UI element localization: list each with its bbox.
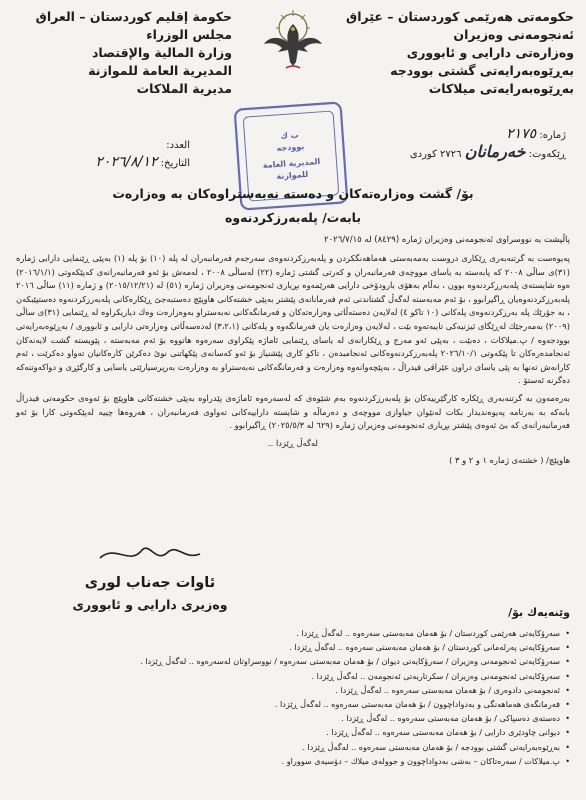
stamp-text: المديرية العامة bbox=[262, 156, 321, 170]
list-item: •ئەنجومەنی دادوەری / بۆ هەمان مەبەستی سەرەوە .. لەگەڵ ڕێزدا . bbox=[335, 684, 570, 695]
letterhead-line: المديرية العامة للموازنة bbox=[88, 63, 232, 78]
letterhead-line: وەزارەتی دارایی و ئابووری bbox=[406, 45, 574, 60]
list-item: •سەرۆكایەتی پەرلەمانی كوردستان / بۆ هەمان مەبەستی سەرەوە .. لەگەڵ ڕێزدا . bbox=[289, 642, 570, 653]
cc-list bbox=[140, 626, 570, 768]
letterhead-line: مديرية الملاكات bbox=[136, 81, 232, 96]
body-paragraph: پەیوەست بە گرتنەبەری ڕێكاری دروست بەمەبەستی هەماهەنگكردن و پلەبەرزكردنەوەی سەرجەم فەرمانبەران لە پلە (١٠) بۆ پلە (١) بەپێی ڕێنمایی دارایی ژمارە (٣١)ی ساڵی ٢٠٠٨ كە پابەستە بە یاسای مووچەی فەرمانبەران و كەرتی گشتی ژمارە (٢٢) لەساڵی ٢٠٠٨ ، لەمەش بۆ ئەو فەرمانبەرانەی كەپێكەوتی (٢٠١٦/١/١) ەوە شایستەی پلەبەرزكردنەوە بوون ، بەڵام بەهۆی بارودۆخی دارایی هەرێمەوە بڕیاری ئەنجومەنی وەزیران ژمارە (٥١) لە (٢٠١٥/١٢/٢١) و ژمارە (١١) ساڵی ٢٠١٦ پلەبەرزكردنەوەیان ڕاگیرابوو ، بۆ ئەم مەبەستە لەگەڵ گشتاندنی ئەم فەرمانانەی پێشتر بەپێی خشتەكانی هاوپێچ دەستبەجێ ڕێكارەكانی پلەبەرزكردنەوە دەستپێبكەن ، بە جۆرێك پلە بەرزكردنەوەی پلەكانی (١٠ تاكو ٤) لەلایەن دەستەڵاتی وەزارەتەكان و فەرمانگەكانی نەبەستراو بەوەزارەت وەك دیاریكراوە لە ڕێنمایی (٣١)ی ساڵی (٢٠٠٩) بەمەرجێك لەڕێگای ئیزنیەكی تایبەتەوە بێت ، لەلایەن وەزارەت یان فەرمانگەوە و پلەكانی (٣،٢،١) لەدەسەڵاتی وەزارەتی دارایی و ئابووری / بەڕێوەبەرایەتی بوودجەوە / پ.میلاكات ، دەبێت ، بەپێی ئەو مەرج و ڕێكارانەی لە یاسای ڕێنمایی ئاماژە پێكراوی سەرەوە هاتووە بۆ ئەم مەبەستە ، پێویستە گشت لایەنەكان ئەنجامدەرەكان تا پێكەوتی ٢٠٢٦/١٠/١ پلەبەرزكردنەوەكانی ئەنجامبدەن ، تاكو كاری پێشنیاز بۆ ئەو كەسانەی پێكهاتنی نوێ دەكرێن كارەكانیان تەواو دەكرێت ، ئەم كارانەش تەنها بە پێی یاسای دراون عێراقی فیدراڵ ، بەپێچەوانەوە وەزارەت و فەرمانگەكانی نەبەستراو بە وەزارەت بەرپرسیارێتی یاسایی و كارگێڕی و دواكەوتنەكە دەگرنە ئەستۆ . bbox=[16, 253, 570, 386]
list-item: •فەرمانگەی هەماهەنگی و بەدواداچوون / بۆ هەمان مەبەستی سەرەوە .. لەگەڵ ڕێزدا . bbox=[274, 699, 570, 710]
letterhead-line: مجلس الوزراء bbox=[146, 27, 232, 42]
date-rest: ٢٧٢٦ كوردی bbox=[409, 149, 462, 160]
stamp-text: للموازنة bbox=[276, 169, 309, 182]
closing-line: لەگەڵ ڕێزدا .. bbox=[268, 437, 318, 448]
ar-date-label: التاريخ: bbox=[160, 158, 190, 169]
list-item: •سەرۆكایەتی ئەنجومەنی وەزیران / سكرتاریەتی ئەنجومەن .. لەگەڵ ڕێزدا . bbox=[311, 670, 570, 681]
list-item: •دەستەی دەسپاكی / بۆ هەمان مەبەستی سەرەوە .. لەگەڵ ڕێزدا . bbox=[341, 713, 570, 724]
kurdistan-eagle-emblem-icon bbox=[258, 6, 328, 76]
list-item: •دیوانی چاودێری دارایی / بۆ هەمان مەبەستی سەرەوە .. لەگەڵ ڕێزدا . bbox=[326, 727, 570, 738]
addressee-line: بۆ/ گشت وەزارەتەكان و دەستە نەبەستراوەكان بە وەزارەت bbox=[112, 186, 474, 201]
list-item: •بەڕێوەبەرایەتی گشتی بوودجە / بۆ هەمان مەبەستی سەرەوە .. لەگەڵ ڕێزدا . bbox=[302, 741, 570, 752]
letterhead-line: حكومة إقليم كوردستان – العراق bbox=[35, 9, 232, 24]
letterhead-line: ئەنجومەنی وەزیران bbox=[453, 27, 574, 42]
list-item: •سەرۆكایەتی هەرێمی كوردستان / بۆ هەمان مەبەستی سەرەوە .. لەگەڵ ڕێزدا . bbox=[296, 628, 570, 638]
reference-line: پاڵپشت بە نووسراوی ئەنجومەنی وەزیران ژمارە (٨٤٢٩) لە ٢٠٢٦/٧/١٥ bbox=[324, 235, 570, 245]
attachment-line: هاوپێچ/ ( خشتەی ژمارە ١ و ٢ و ٣ ) bbox=[449, 455, 570, 466]
stamp-text: بوودجه bbox=[276, 142, 305, 153]
list-item: •پ.میلاكات / سەرەتاكان – بەشی بەدواداچوون و جوولەی میلاك – دۆسیەی سووراو . bbox=[281, 755, 570, 766]
letterhead-line: حكومەتی هەرێمی كوردستان – عێراق bbox=[346, 9, 574, 24]
letter-body bbox=[16, 252, 570, 472]
list-item: •سەرۆكایەتی ئەنجومەنی وەزیران / سەرۆكایەتی دیوان / بۆ هەمان مەبەستی سەرەوە / نووسراوتان لەسەرەوە .. لەگەڵ ڕێزدا . bbox=[140, 656, 570, 667]
number-label: ژمارە: bbox=[539, 130, 566, 141]
signatory-name: ئاوات جەناب لوری bbox=[84, 575, 216, 591]
number-value: ٢١٧٥ bbox=[506, 126, 537, 142]
ar-number-label: العدد: bbox=[166, 140, 190, 151]
handwritten-signature bbox=[60, 540, 240, 568]
signature-block bbox=[60, 540, 240, 616]
body-paragraph: بەرەمەون بە گرتنەبەری ڕێكارە كارگێرییەكان بۆ پلەبەرزكردنەوە بەم شێوەی كە لەسەرەوە ئاماژەی پێدراوە بەپێی خشتەكانی هاوپێچ بۆ ئەوەی حكومەتی فیدراڵ بابەكە بە بەرنامە پەیوەندیدار بكات لەنێوان جیاوازی مووچەی و دەرماڵە و شایستە داراییەكانی تەواوی فەرمانبەران ، هەروەها چییە لەپێكەوتی كارا بۆ ئەو فەرمانبەرانەی كە بێ ئەوەی پێشتر بڕیاری ئەنجومەنی وەزیران ژمارە (٦٢٩ لە ٢٠٢٥/٥/٣) ڕاگیرابوو . bbox=[16, 392, 570, 431]
subject-line: بابەت/ پلەبەرزكردنەوە bbox=[224, 210, 362, 225]
ar-date-value: ٢٠٢٦/٨/١٢ bbox=[95, 154, 158, 170]
arabic-reference-block bbox=[30, 138, 190, 172]
letterhead-line: بەڕێوەبەرایەتی گشتی بوودجە bbox=[390, 63, 574, 78]
arabic-letterhead bbox=[22, 8, 232, 98]
kurdish-letterhead bbox=[344, 8, 574, 98]
reference-block bbox=[346, 126, 566, 163]
letterhead-line: بەڕێوەبەرایەتی میلاكات bbox=[428, 81, 574, 96]
signatory-role: وەزیری دارایی و ئابووری bbox=[72, 597, 228, 612]
date-label: ڕێكەوت: bbox=[528, 149, 566, 160]
cc-label: وێنەیەك بۆ/ bbox=[508, 606, 570, 619]
date-handwritten: خەرمانان bbox=[464, 142, 526, 161]
stamp-text: ب ك bbox=[280, 130, 299, 141]
letterhead-line: وزارة المالية والإقتصاد bbox=[91, 45, 232, 60]
